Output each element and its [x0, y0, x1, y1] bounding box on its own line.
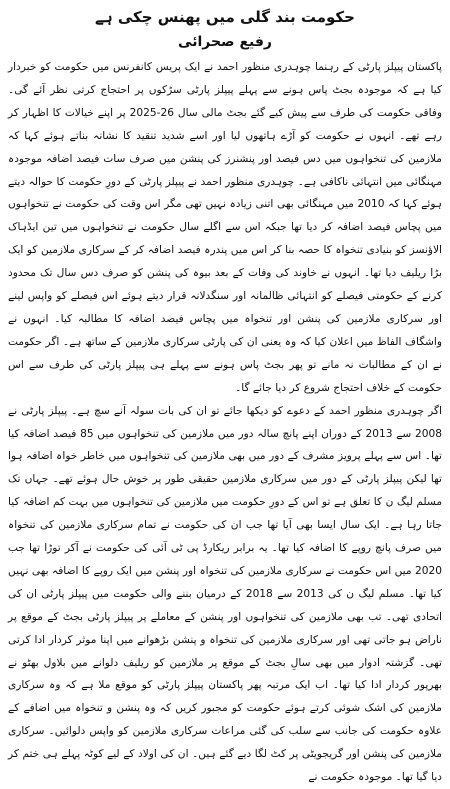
article-headline: حکومت بند گلی میں پھنس چکی ہے [95, 8, 355, 26]
article-paragraph-2: اگر چوہدری منظور احمد کے دعوے کو دیکھا جائے تو ان کی بات سولہ آنے سچ ہے۔ پیپلز پارٹی نے 2008 سے 2013 کے دوران اپنے پانچ سالہ دور میں ملازمین کی تنخواہوں میں 85 فیصد اضافہ کیا تھا۔ اس سے پہلے پرویز مشرف کے دور میں بھی ملازمین کی تنخواہوں میں خاطر خواہ اضافہ ہوا تھا لیکن پیپلز پارٹی کے دور میں سرکاری ملازمین حقیقی طور پر خوش حال ہوئے تھے۔ جہاں تک مسلم لیگ ن کا تعلق ہے تو اس کے دورِ حکومت میں ملازمین کی تنخواہوں میں بہت کم اضافہ کیا جاتا رہا ہے۔ ایک سال ایسا بھی آیا تھا جب ان کی حکومت نے تمام سرکاری ملازمین کی تنخواہ میں صرف پانچ روپے کا اضافہ کیا تھا۔ یہ برابر ریکارڈ پی ٹی آئی کی حکومت نے آکر توڑا تھا جب 2020 میں اس حکومت نے سرکاری ملازمین کی تنخواہ اور پنشن میں ایک روپے کا اضافہ بھی نہیں کیا تھا۔ مسلم لیگ ن کی 2013 سے 2018 کے درمیان بننے والی حکومت میں پیپلز پارٹی ان کی اتحادی تھی۔ تب بھی ملازمین کی تنخواہوں اور پنشن کے معاملے پر پیپلز پارٹی بجٹ کے موقع پر ناراض ہو جاتی تھی اور سرکاری ملازمین کی تنخواہ و پنشن بڑھوانے میں اپنا موثر کردار ادا کرتی تھی۔ گزشتہ ادوار میں بھی سالِ بجٹ کے موقع پر ملازمین کو ریلیف دلوانے میں بلاول بھٹو نے بھرپور کردار ادا کیا تھا۔ اب ایک مرتبہ پھر پاکستان پیپلز پارٹی کو موقع ملا ہے کہ وہ سرکاری ملازمین کی اشک شوئی کرتے ہوئے حکومت کو مجبور کریں کہ وہ پنشن و تنخواہ میں اضافے کے علاوہ حکومت کی جانب سے سلب کی گئی مراعات سرکاری ملازمین کو واپس دلوائیں۔ سرکاری ملازمین کی پنشن اور گریجویٹی پر کٹ لگا دیے گئے ہیں۔ ان کی اولاد کے لیے کوٹہ پہلے ہی ختم کر دیا گیا تھا۔ موجودہ حکومت نے [8, 404, 442, 784]
article-byline: رفیع صحرائی [178, 34, 272, 50]
article-body [8, 56, 442, 789]
article-paragraph-1: پاکستان پیپلز پارٹی کے رہنما چوہدری منظور احمد نے ایک پریس کانفرنس میں حکومت کو خبردار کیا ہے کہ موجودہ بجٹ پاس ہونے سے پہلے پیپلز پارٹی سڑکوں پر احتجاج کرتی نظر آئے گی۔ وفاقی حکومت کی طرف سے پیش کیے گئے بجٹ مالی سال 26-2025 پر اپنے خیالات کا اظہار کر رہے تھے۔ انہوں نے حکومت کو آڑے ہاتھوں لیا اور اسے شدید تنقید کا نشانہ بناتے ہوئے کہا کہ ملازمین کی تنخواہوں میں دس فیصد اور پنشنرز کی پنشن میں صرف سات فیصد اضافہ موجودہ مہنگائی میں انتہائی ناکافی ہے۔ چوہدری منظور احمد نے پیپلز پارٹی کے دورِ حکومت کا حوالہ دیتے ہوئے کہا کہ 2010 میں مہنگائی بھی اتنی زیادہ نہیں تھی مگر اس وقت کی حکومت نے تنخواہوں میں پچاس فیصد اضافہ کر دیا تھا جبکہ اس سے اگلے سال حکومت نے تنخواہوں میں تین ایڈہاک الاؤنسز کو بنیادی تنخواہ کا حصہ بنا کر اس میں پندرہ فیصد اضافہ کر کے سرکاری ملازمین کو ایک بڑا ریلیف دیا تھا۔ انہوں نے خاوند کی وفات کے بعد بیوہ کی پنشن کو صرف دس سال تک محدود کرنے کے حکومتی فیصلے کو انتہائی ظالمانہ اور سنگدلانہ قرار دیتے ہوئے اس فیصلے کو واپس لینے اور سرکاری ملازمین کی پنشن اور تنخواہ میں پچاس فیصد اضافہ کا مطالبہ کیا۔ انہوں نے واشگاف الفاظ میں اعلان کیا کہ وہ یعنی ان کی پارٹی سرکاری ملازمین کے ساتھ ہے۔ اگر حکومت نے ان کے مطالبات نہ مانے تو پھر بجٹ پاس ہونے سے پہلے ہی پیپلز پارٹی کی طرف سے اس حکومت کے خلاف احتجاج شروع کر دیا جائے گا۔ [8, 61, 442, 394]
